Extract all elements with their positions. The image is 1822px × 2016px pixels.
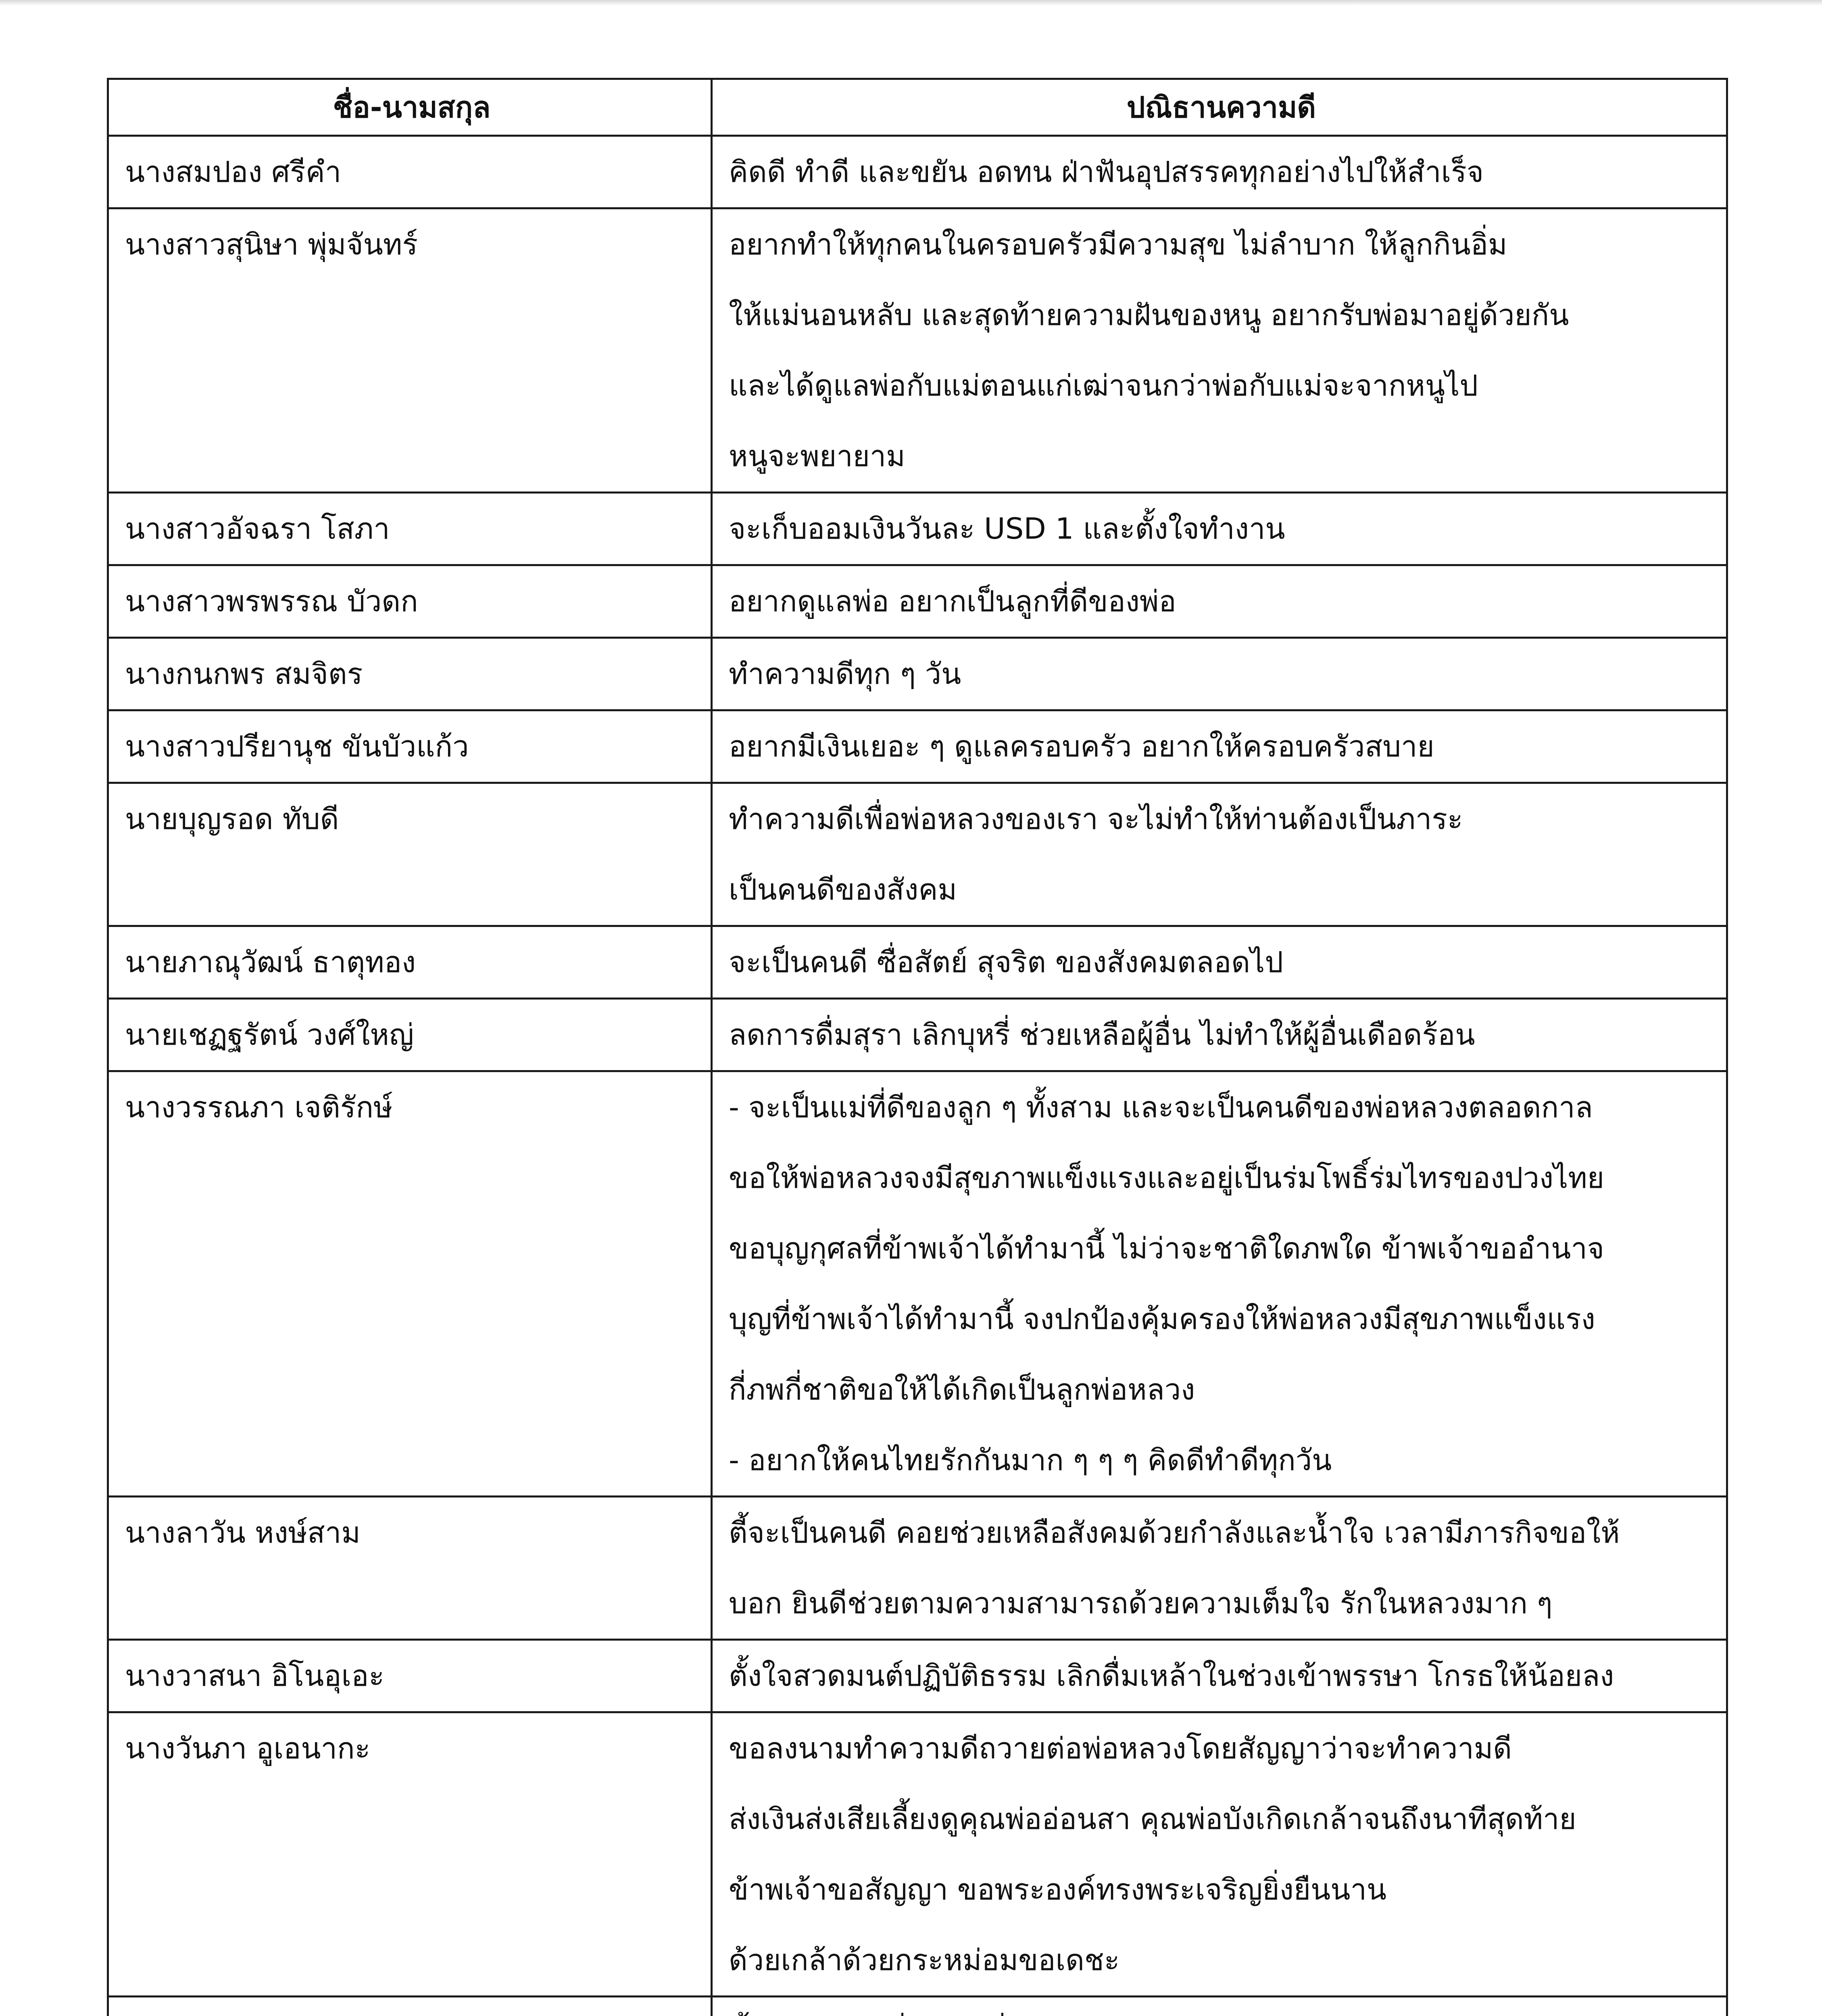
person-name: นางลาวัน หงษ์สาม [108,1497,712,1640]
pledge-line: - อยากให้คนไทยรักกันมาก ๆ ๆ ๆ คิดดีทำดีทุกวัน [729,1443,1332,1477]
table-row [108,999,1727,1071]
pledge-line: คิดดี ทำดี และขยัน อดทน ฝ่าฟันอุปสรรคทุกอย่างไปให้สำเร็จ [729,155,1484,189]
pledge-line: อยากดูแลพ่อ อยากเป็นลูกที่ดีของพ่อ [729,584,1176,618]
pledge-line: ตี้จะเป็นคนดี คอยช่วยเหลือสังคมด้วยกำลังและน้ำใจ เวลามีภารกิจขอให้ [729,1516,1620,1549]
pledge-text [712,565,1727,638]
table-row [108,208,1727,493]
pledge-line: กี่ภพกี่ชาติขอให้ได้เกิดเป็นลูกพ่อหลวง [729,1372,1195,1406]
person-name: นางกนกพร สมจิตร [108,638,712,710]
person-name: นางสาวปรียานุช ขันบัวแก้ว [108,710,712,783]
table-row [108,1071,1727,1497]
pledge-text [712,208,1727,493]
person-name: นายบุญรอด ทับดี [108,783,712,926]
pledge-text [712,1712,1727,1997]
header-name: ชื่อ-นามสกุล [108,79,712,136]
pledge-line: ขอให้พ่อหลวงจงมีสุขภาพแข็งแรงและอยู่เป็นร่มโพธิ์ร่มไทรของปวงไทย [729,1161,1604,1195]
table-row [108,1997,1727,2016]
table-row [108,1497,1727,1640]
pledge-text [712,710,1727,783]
table-row [108,136,1727,208]
table-row [108,565,1727,638]
person-name: นางวรรณภา เจติรักษ์ [108,1071,712,1497]
pledge-text [712,926,1727,999]
pledge-text [712,1640,1727,1712]
header-pledge: ปณิธานความดี [712,79,1727,136]
pledge-line: ข้าพเจ้าขอสัญญา ขอพระองค์ทรงพระเจริญยิ่งยืนนาน [729,1872,1387,1906]
pledge-line: บุญที่ข้าพเจ้าได้ทำมานี้ จงปกป้องคุ้มครองให้พ่อหลวงมีสุขภาพแข็งแรง [729,1302,1595,1336]
pledge-text [712,136,1727,208]
table-row [108,638,1727,710]
table-row [108,710,1727,783]
table-row [108,1712,1727,1997]
person-name [108,1997,712,2016]
person-name: นางสาวพรพรรณ บัวดก [108,565,712,638]
table-body [108,136,1727,2016]
pledge-line: ทำความดีเพื่อพ่อหลวงของเรา จะไม่ทำให้ท่านต้องเป็นภาระ [729,802,1463,836]
person-name: นางวันภา อูเอนากะ [108,1712,712,1997]
person-name: นายภาณุวัฒน์ ธาตุทอง [108,926,712,999]
pledge-line: จะเก็บออมเงินวันละ USD 1 และตั้งใจทำงาน [729,512,1285,546]
person-name: นายเชฏฐรัตน์ วงศ์ใหญ่ [108,999,712,1071]
pledge-line [729,1997,1714,2016]
pledge-text [712,493,1727,565]
pledge-line: ทำความดีทุก ๆ วัน [729,657,961,691]
person-name: นางสมปอง ศรีคำ [108,136,712,208]
scan-top-edge [0,0,1822,6]
table-row [108,783,1727,926]
pledge-text [712,638,1727,710]
pledge-line: ลดการดื่มสุรา เลิกบุหรี่ ช่วยเหลือผู้อื่น ไม่ทำให้ผู้อื่นเดือดร้อน [729,1018,1475,1052]
table-row [108,1640,1727,1712]
pledge-line: ให้แม่นอนหลับ และสุดท้ายความฝันของหนู อยากรับพ่อมาอยู่ด้วยกัน [729,298,1569,332]
pledge-line: ตั้งใจสวดมนต์ปฏิบัติธรรม เลิกดื่มเหล้าในช่วงเข้าพรรษา โกรธให้น้อยลง [729,1659,1614,1693]
pledge-line: - จะเป็นแม่ที่ดีของลูก ๆ ทั้งสาม และจะเป็นคนดีของพ่อหลวงตลอดกาล [729,1090,1593,1124]
pledge-text [712,1997,1727,2016]
pledge-line: ขอบุญกุศลที่ข้าพเจ้าได้ทำมานี้ ไม่ว่าจะชาติใดภพใด ข้าพเจ้าขออำนาจ [729,1231,1604,1265]
pledge-line: ขอลงนามทำความดีถวายต่อพ่อหลวงโดยสัญญาว่าจะทำความดี [729,1731,1512,1765]
table-header-row [108,79,1727,136]
person-name: นางวาสนา อิโนอุเอะ [108,1640,712,1712]
pledge-line: ส่งเงินส่งเสียเลี้ยงดูคุณพ่ออ่อนสา คุณพ่อบังเกิดเกล้าจนถึงนาทีสุดท้าย [729,1802,1576,1836]
pledge-text [712,783,1727,926]
pledge-text [712,999,1727,1071]
pledge-text [712,1071,1727,1497]
pledge-line: อยากทำให้ทุกคนในครอบครัวมีความสุข ไม่ลำบาก ให้ลูกกินอิ่ม [729,227,1507,261]
pledge-line: อยากมีเงินเยอะ ๆ ดูแลครอบครัว อยากให้ครอบครัวสบาย [729,729,1434,763]
pledge-line: บอก ยินดีช่วยตามความสามารถด้วยความเต็มใจ รักในหลวงมาก ๆ [729,1586,1553,1620]
person-name: นางสาวอัจฉรา โสภา [108,493,712,565]
pledge-text [712,1497,1727,1640]
table-row [108,926,1727,999]
person-name: นางสาวสุนิษา พุ่มจันทร์ [108,208,712,493]
pledge-table [107,78,1728,2016]
table-row [108,493,1727,565]
pledge-line: หนูจะพยายาม [729,439,905,473]
pledge-line: จะเป็นคนดี ซื่อสัตย์ สุจริต ของสังคมตลอดไป [729,945,1283,979]
pledge-line: เป็นคนดีของสังคม [729,873,957,906]
pledge-line: ด้วยเกล้าด้วยกระหม่อมขอเดชะ [729,1943,1120,1977]
pledge-line: และได้ดูแลพ่อกับแม่ตอนแก่เฒ่าจนกว่าพ่อกับแม่จะจากหนูไป [729,369,1478,402]
